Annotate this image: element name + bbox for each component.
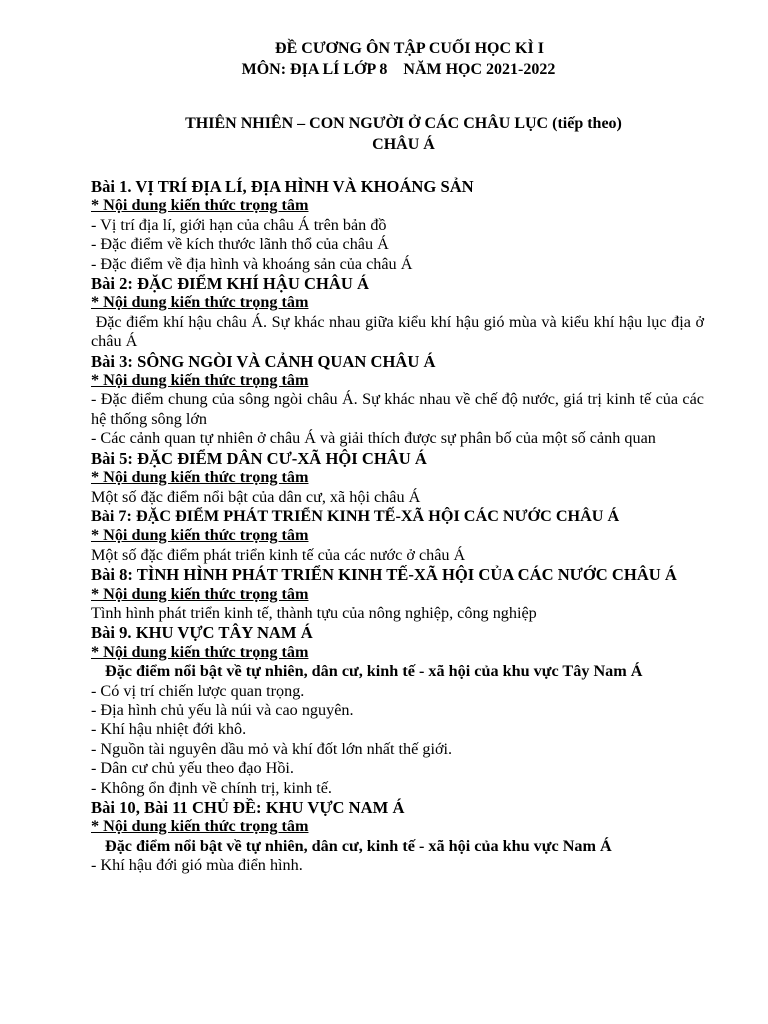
- lesson-3: [91, 352, 704, 449]
- content-line: - Vị trí địa lí, giới hạn của châu Á trên bản đồ: [91, 215, 387, 234]
- lesson-5: [91, 449, 704, 507]
- key-content-heading: * Nội dung kiến thức trọng tâm: [91, 371, 309, 390]
- key-content-heading: * Nội dung kiến thức trọng tâm: [91, 293, 309, 312]
- content-line: - Không ổn định về chính trị, kinh tế.: [91, 778, 332, 797]
- lesson-title: Bài 8: TÌNH HÌNH PHÁT TRIỂN KINH TẾ-XÃ HỘI CỦA CÁC NƯỚC CHÂU Á: [91, 565, 677, 585]
- key-content-summary: Đặc điểm nổi bật về tự nhiên, dân cư, kinh tế - xã hội của khu vực Nam Á: [105, 836, 612, 855]
- lesson-8: [91, 565, 704, 623]
- lesson-9: [91, 623, 704, 798]
- key-content-heading: * Nội dung kiến thức trọng tâm: [91, 584, 309, 603]
- lesson-title: Bài 1. VỊ TRÍ ĐỊA LÍ, ĐỊA HÌNH VÀ KHOÁNG SẢN: [91, 177, 474, 196]
- key-content-heading: * Nội dung kiến thức trọng tâm: [91, 817, 309, 836]
- lesson-list: [91, 177, 709, 876]
- topic-region: CHÂU Á: [372, 136, 435, 153]
- key-content-heading: * Nội dung kiến thức trọng tâm: [91, 196, 309, 215]
- content-line: - Địa hình chủ yếu là núi và cao nguyên.: [91, 700, 354, 719]
- lesson-title: Bài 3: SÔNG NGÒI VÀ CẢNH QUAN CHÂU Á: [91, 351, 436, 371]
- content-line: - Đặc điểm chung của sông ngòi châu Á. Sự khác nhau về chế độ nước, giá trị kinh tế của các hệ thống sông lớn: [91, 390, 704, 428]
- lesson-7: [91, 507, 704, 565]
- content-line: - Đặc điểm về kích thước lãnh thổ của châu Á: [91, 235, 389, 254]
- lesson-title: Bài 10, Bài 11 CHỦ ĐỀ: KHU VỰC NAM Á: [91, 798, 405, 817]
- key-content-heading: * Nội dung kiến thức trọng tâm: [91, 468, 309, 487]
- topic-title: THIÊN NHIÊN – CON NGƯỜI Ở CÁC CHÂU LỤC (tiếp theo): [185, 115, 622, 132]
- content-line: - Khí hậu nhiệt đới khô.: [91, 720, 247, 739]
- key-content-heading: * Nội dung kiến thức trọng tâm: [91, 526, 309, 545]
- content-line: Tình hình phát triển kinh tế, thành tựu của nông nghiệp, công nghiệp: [91, 603, 537, 622]
- key-content-heading: * Nội dung kiến thức trọng tâm: [91, 642, 309, 661]
- lesson-1: [91, 177, 704, 274]
- content-line: - Nguồn tài nguyên dầu mỏ và khí đốt lớn nhất thế giới.: [91, 739, 453, 758]
- lesson-title: Bài 9. KHU VỰC TÂY NAM Á: [91, 623, 313, 643]
- lesson-title: Bài 5: ĐẶC ĐIỂM DÂN CƯ-XÃ HỘI CHÂU Á: [91, 448, 427, 468]
- lesson-2: [91, 274, 709, 352]
- content-line: - Dân cư chủ yếu theo đạo Hồi.: [91, 759, 294, 778]
- content-line: Một số đặc điểm phát triển kinh tế của các nước ở châu Á: [91, 545, 466, 564]
- content-line: Đặc điểm khí hậu châu Á. Sự khác nhau giữa kiểu khí hậu gió mùa và kiểu khí hậu lục địa ở châu Á: [91, 312, 709, 351]
- lesson-10-11: [91, 798, 704, 876]
- content-line: Một số đặc điểm nổi bật của dân cư, xã hội châu Á: [91, 487, 421, 506]
- content-line: - Các cảnh quan tự nhiên ở châu Á và giải thích được sự phân bố của một số cảnh quan: [91, 429, 656, 448]
- document-title: ĐỀ CƯƠNG ÔN TẬP CUỐI HỌC KÌ I: [275, 40, 544, 57]
- lesson-title: Bài 2: ĐẶC ĐIỂM KHÍ HẬU CHÂU Á: [91, 274, 369, 294]
- key-content-summary: Đặc điểm nổi bật về tự nhiên, dân cư, kinh tế - xã hội của khu vực Tây Nam Á: [105, 662, 643, 681]
- content-line: - Khí hậu đới gió mùa điển hình.: [91, 856, 303, 875]
- content-line: - Đặc điểm về địa hình và khoáng sản của châu Á: [91, 254, 413, 273]
- content-line: - Có vị trí chiến lược quan trọng.: [91, 681, 305, 700]
- lesson-title: Bài 7: ĐẶC ĐIỂM PHÁT TRIỂN KINH TẾ-XÃ HỘI CÁC NƯỚC CHÂU Á: [91, 506, 620, 525]
- document-subject-year: MÔN: ĐỊA LÍ LỚP 8 NĂM HỌC 2021-2022: [241, 61, 556, 78]
